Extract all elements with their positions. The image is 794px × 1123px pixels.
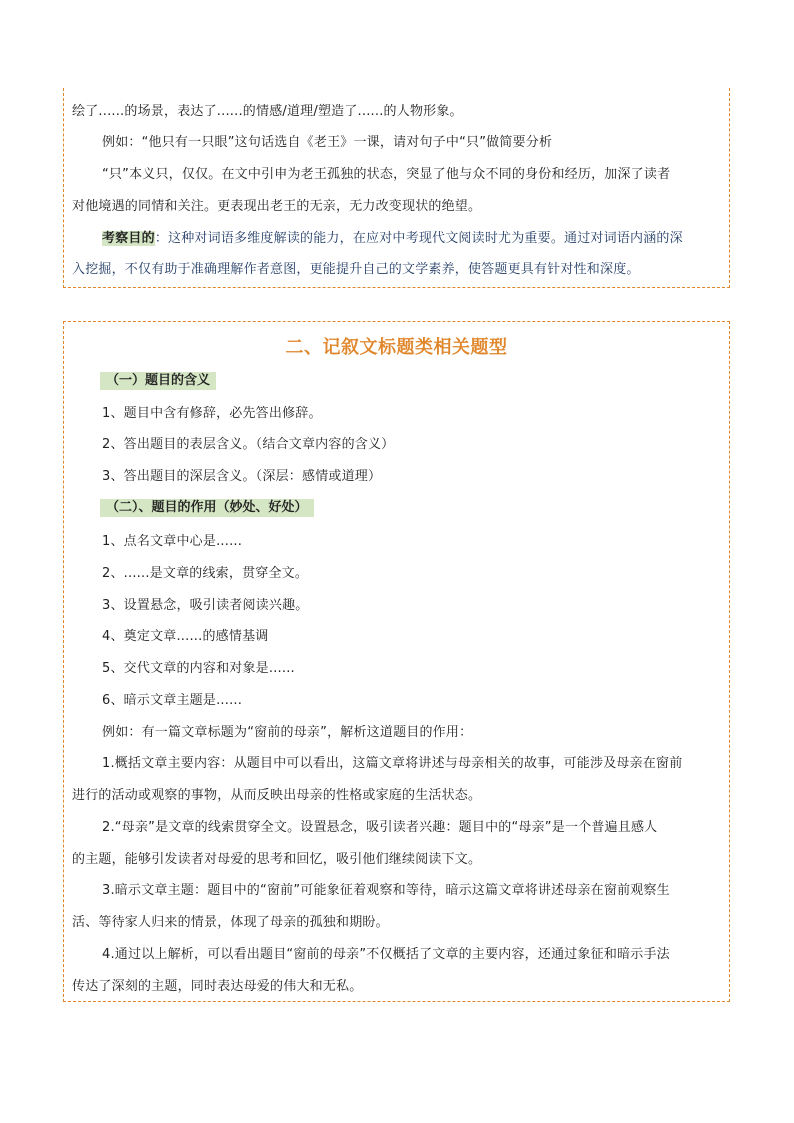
subsection-tag-meaning: （一）题目的含义 [100, 372, 216, 390]
analysis-line: 3.暗示文章主题：题目中的“窗前”可能象征着观察和等待，暗示这篇文章将讲述母亲在窗前观察生 [102, 883, 670, 898]
analysis-line: 进行的活动或观察的事物，从而反映出母亲的性格或家庭的生活状态。 [72, 788, 482, 803]
example-question-line: 例如：“他只有一只眼”这句话选自《老王》一课，请对句子中“只”做简要分析 [102, 135, 553, 150]
analysis-line: 的主题，能够引发读者对母爱的思考和回忆，吸引他们继续阅读下文。 [72, 852, 482, 867]
list-item: 5、交代文章的内容和对象是...... [102, 661, 295, 676]
analysis-line: 1.概括文章主要内容：从题目中可以看出，这篇文章将讲述与母亲相关的故事，可能涉及母亲在窗前 [102, 756, 683, 771]
purpose-line [102, 231, 721, 247]
list-item: 4、奠定文章......的感情基调 [102, 629, 269, 644]
example-answer-line: 对他境遇的同情和关注。更表现出老王的无亲，无力改变现状的绝望。 [72, 199, 482, 214]
title-question-types-box [63, 321, 730, 1002]
analysis-line: 4.通过以上解析，可以看出题目“窗前的母亲”不仅概括了文章的主要内容，还通过象征和暗示手法 [102, 947, 670, 962]
list-item: 1、题目中含有修辞，必先答出修辞。 [102, 406, 322, 421]
analysis-line: 2.“母亲”是文章的线索贯穿全文。设置悬念，吸引读者兴趣：题目中的“母亲”是一个普遍且感人 [102, 820, 658, 835]
list-item: 6、暗示文章主题是...... [102, 693, 243, 708]
paragraph-line: 绘了......的场景，表达了......的情感/道理/塑造了......的人物形象。 [72, 104, 463, 119]
list-item: 3、答出题目的深层含义。（深层：感情或道理） [102, 469, 382, 484]
example-intro: 例如：有一篇文章标题为“窗前的母亲”，解析这道题目的作用： [102, 725, 473, 740]
subsection-tag-roles: （二）、题目的作用（妙处、好处） [100, 499, 314, 517]
example-answer-line: “只”本义只，仅仅。在文中引申为老王孤独的状态，突显了他与众不同的身份和经历，加深了读者 [102, 167, 671, 182]
list-item: 2、答出题目的表层含义。（结合文章内容的含义） [102, 437, 395, 452]
section-title: 二、记叙文标题类相关题型 [285, 337, 508, 358]
list-item: 3、设置悬念，吸引读者阅读兴趣。 [102, 598, 309, 613]
purpose-text: ：这种对词语多维度解读的能力，在应对中考现代文阅读时尤为重要。通过对词语内涵的深 [154, 231, 683, 246]
list-item: 1、点名文章中心是...... [102, 534, 243, 549]
purpose-label: 考察目的 [102, 231, 155, 246]
list-item: 2、......是文章的线索，贯穿全文。 [102, 566, 309, 581]
analysis-line: 活、等待家人归来的情景，体现了母亲的孤独和期盼。 [72, 915, 389, 930]
purpose-line: 入挖掘，不仅有助于准确理解作者意图，更能提升自己的文学素养，使答题更具有针对性和深度。 [72, 262, 640, 277]
analysis-continuation-box [63, 88, 730, 288]
analysis-line: 传达了深刻的主题，同时表达母爱的伟大和无私。 [72, 979, 363, 994]
